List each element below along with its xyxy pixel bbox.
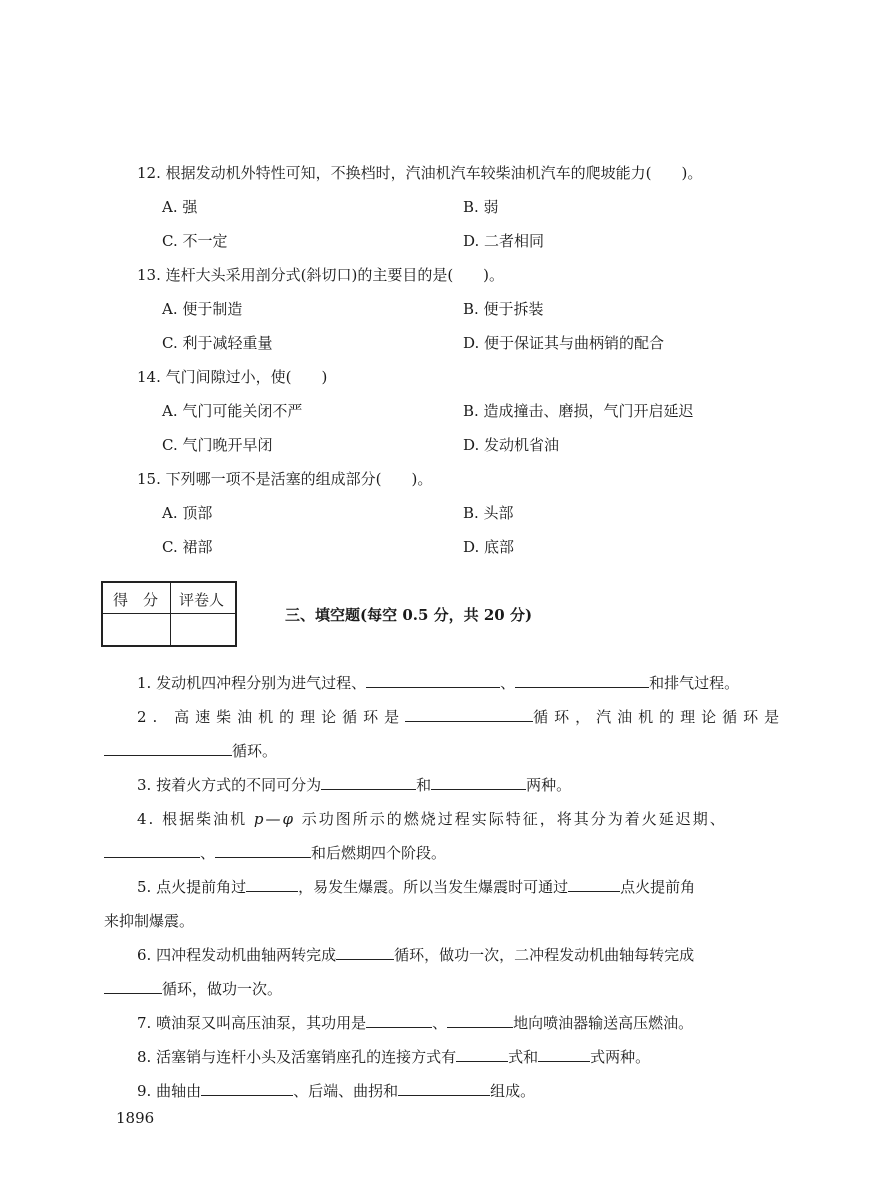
fill-question-6-cont <box>104 979 282 999</box>
table-divider-horizontal <box>103 613 235 614</box>
fill-question-3 <box>137 775 571 795</box>
answer-blank <box>104 979 162 994</box>
fill-question-4 <box>137 809 727 829</box>
q7-text-b: 、 <box>432 1014 448 1032</box>
answer-blank <box>447 1013 513 1028</box>
question-13-option-b: B. 便于拆装 <box>463 300 544 318</box>
answer-blank <box>405 707 533 722</box>
answer-blank <box>104 843 200 858</box>
answer-blank <box>336 945 394 960</box>
q8-text-b: 式和 <box>508 1048 539 1066</box>
question-14-option-c: C. 气门晚开早闭 <box>162 436 273 454</box>
fill-question-6 <box>137 945 694 965</box>
q4-text-d: 和后燃期四个阶段。 <box>311 844 447 862</box>
answer-blank <box>456 1047 508 1062</box>
score-label: 得 分 <box>113 591 159 609</box>
fill-question-7 <box>137 1013 693 1033</box>
q4-pv-symbol: p—φ <box>253 810 295 828</box>
fill-question-9 <box>137 1081 535 1101</box>
q4-text-c: 、 <box>200 844 216 862</box>
q6-text-b: 循环，做功一次，二冲程发动机曲轴每转完成 <box>394 946 695 964</box>
answer-blank <box>366 673 500 688</box>
question-15-option-c: C. 裙部 <box>162 538 213 556</box>
table-divider-vertical <box>170 583 171 645</box>
question-13-stem: 13. 连杆大头采用剖分式(斜切口)的主要目的是( )。 <box>137 266 505 284</box>
q7-text-a: 7. 喷油泵又叫高压油泵，其功用是 <box>137 1014 367 1032</box>
q4-text-b: 示功图所示的燃烧过程实际特征，将其分为着火延迟期、 <box>301 810 727 828</box>
fill-question-5-cont: 来抑制爆震。 <box>104 912 195 930</box>
q3-text-c: 两种。 <box>526 776 572 794</box>
answer-blank <box>366 1013 432 1028</box>
answer-blank <box>398 1081 490 1096</box>
question-13-option-a: A. 便于制造 <box>162 300 243 318</box>
q8-text-c: 式两种。 <box>590 1048 651 1066</box>
q2-text-c: 循环。 <box>232 742 278 760</box>
question-15-option-d: D. 底部 <box>463 538 515 556</box>
answer-blank <box>201 1081 293 1096</box>
question-15-option-a: A. 顶部 <box>162 504 213 522</box>
q9-text-b: 、后端、曲拐和 <box>293 1082 399 1100</box>
question-12-option-d: D. 二者相同 <box>463 232 545 250</box>
question-12-stem: 12. 根据发动机外特性可知，不换档时，汽油机汽车较柴油机汽车的爬坡能力( )。 <box>137 164 703 182</box>
fill-question-8 <box>137 1047 650 1067</box>
fill-question-4-cont <box>104 843 446 863</box>
score-table <box>101 581 237 647</box>
answer-blank <box>515 673 649 688</box>
question-13-option-d: D. 便于保证其与曲柄销的配合 <box>463 334 665 352</box>
question-14-option-d: D. 发动机省油 <box>463 436 560 454</box>
q3-text-b: 和 <box>416 776 432 794</box>
question-14-option-a: A. 气门可能关闭不严 <box>162 402 303 420</box>
question-14-option-b: B. 造成撞击、磨损，气门开启延迟 <box>463 402 694 420</box>
q5-text-a: 5. 点火提前角过 <box>137 878 247 896</box>
q5-text-b: ，易发生爆震。所以当发生爆震时可通过 <box>298 878 569 896</box>
q6-text-a: 6. 四冲程发动机曲轴两转完成 <box>137 946 337 964</box>
q1-text-a: 1. 发动机四冲程分别为进气过程、 <box>137 674 367 692</box>
q5-text-c: 点火提前角 <box>620 878 696 896</box>
answer-blank <box>431 775 526 790</box>
page-number: 1896 <box>116 1109 155 1127</box>
question-14-stem: 14. 气门间隙过小，使( ) <box>137 368 328 386</box>
question-12-option-c: C. 不一定 <box>162 232 228 250</box>
question-12-option-a: A. 强 <box>162 198 198 216</box>
answer-blank <box>568 877 620 892</box>
q1-text-c: 和排气过程。 <box>649 674 740 692</box>
fill-question-5 <box>137 877 695 897</box>
q7-text-c: 地向喷油器输送高压燃油。 <box>513 1014 694 1032</box>
q8-text-a: 8. 活塞销与连杆小头及活塞销座孔的连接方式有 <box>137 1048 457 1066</box>
answer-blank <box>321 775 416 790</box>
q9-text-c: 组成。 <box>490 1082 536 1100</box>
answer-blank <box>246 877 298 892</box>
question-13-option-c: C. 利于减轻重量 <box>162 334 273 352</box>
q3-text-a: 3. 按着火方式的不同可分为 <box>137 776 322 794</box>
fill-question-1 <box>137 673 739 693</box>
answer-blank <box>538 1047 590 1062</box>
q9-text-a: 9. 曲轴由 <box>137 1082 202 1100</box>
q2-text-b: 循环，汽油机的理论循环是 <box>533 708 786 726</box>
question-12-option-b: B. 弱 <box>463 198 499 216</box>
q4-text-a: 4. 根据柴油机 <box>137 810 248 828</box>
answer-blank <box>104 741 232 756</box>
q6-text-c: 循环，做功一次。 <box>162 980 283 998</box>
grader-label: 评卷人 <box>179 591 225 609</box>
question-15-stem: 15. 下列哪一项不是活塞的组成部分( )。 <box>137 470 433 488</box>
q1-text-b: 、 <box>500 674 516 692</box>
q2-text-a: 2. 高速柴油机的理论循环是 <box>137 708 406 726</box>
question-15-option-b: B. 头部 <box>463 504 514 522</box>
answer-blank <box>215 843 311 858</box>
fill-question-2-cont <box>104 741 277 761</box>
fill-question-2 <box>137 707 785 727</box>
section-title: 三、填空题(每空 0.5 分，共 20 分) <box>285 606 533 624</box>
